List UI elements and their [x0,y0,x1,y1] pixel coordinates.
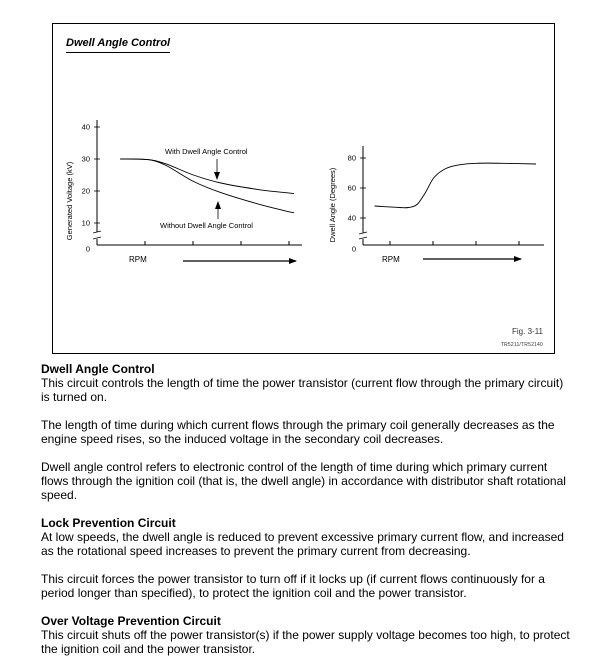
dwell-y-tick-label: 40 [347,213,356,223]
paragraph: This circuit shuts off the power transistor(s) if the power supply voltage becomes too high, to protect the ignition coil and the power transistor. [41,628,570,656]
voltage-x-label: RPM [129,255,147,264]
voltage-y-tick-label: 30 [81,154,90,164]
voltage-x-ticks [145,241,289,245]
figure-number: Fig. 3-11 [512,327,543,336]
voltage-with-dwell-curve [120,159,294,194]
dwell-angle-curve [375,163,537,208]
voltage-y-tick-label: 10 [81,218,90,228]
voltage-with-dwell-label: With Dwell Angle Control [165,147,248,156]
voltage-y-tick-label: 40 [81,122,90,132]
paragraph: Dwell angle control refers to electronic control of the length of time during which primary current flows through the ignition coil (that is, the dwell angle) in accordance with distributor shaft rotational speed. [41,460,566,502]
figure-box [52,23,555,354]
dwell-y-tick-label: 60 [347,183,356,193]
figure-title: Dwell Angle Control [66,37,170,53]
dwell-y-axis-break-2 [359,237,367,239]
dwell-y-label: Dwell Angle (Degrees) [328,167,337,243]
dwell-y-tick-label: 0 [351,244,356,254]
voltage-chart [65,120,302,264]
dwell-x-label: RPM [382,255,400,264]
voltage-without-dwell-label: Without Dwell Angle Control [160,221,253,230]
section-heading-dwell: Dwell Angle Control [41,362,155,376]
voltage-y-tick-label: 20 [81,186,90,196]
section-heading-overvoltage: Over Voltage Prevention Circuit [41,614,221,628]
charts-svg [53,24,556,355]
voltage-without-dwell-curve [120,159,294,213]
dwell-y-tick-label: 80 [347,153,356,163]
paragraph: This circuit forces the power transistor to turn off if it locks up (if current flows continuously for a period longer than specified), to protect the ignition coil and the power transistor. [41,572,545,600]
paragraph: This circuit controls the length of time the power transistor (current flow through the primary circuit) is turned on. [41,376,564,404]
dwell-chart [328,146,544,264]
paragraph: At low speeds, the dwell angle is reduced to prevent excessive primary current flow, and increased as the rotational speed increases to prevent the primary current from decreasing. [41,530,564,558]
figure-code: TR5211/TR52140 [500,342,543,348]
document-body [41,362,571,656]
paragraph: The length of time during which current flows through the primary coil generally decreases as the engine speed rises, so the induced voltage in the secondary coil decreases. [41,418,555,446]
dwell-x-ticks [390,241,519,245]
voltage-y-tick-label: 0 [85,244,90,254]
section-heading-lock: Lock Prevention Circuit [41,516,176,530]
voltage-y-axis-break-2 [93,237,101,239]
voltage-y-label: Generated Voltage (kV) [65,161,74,241]
